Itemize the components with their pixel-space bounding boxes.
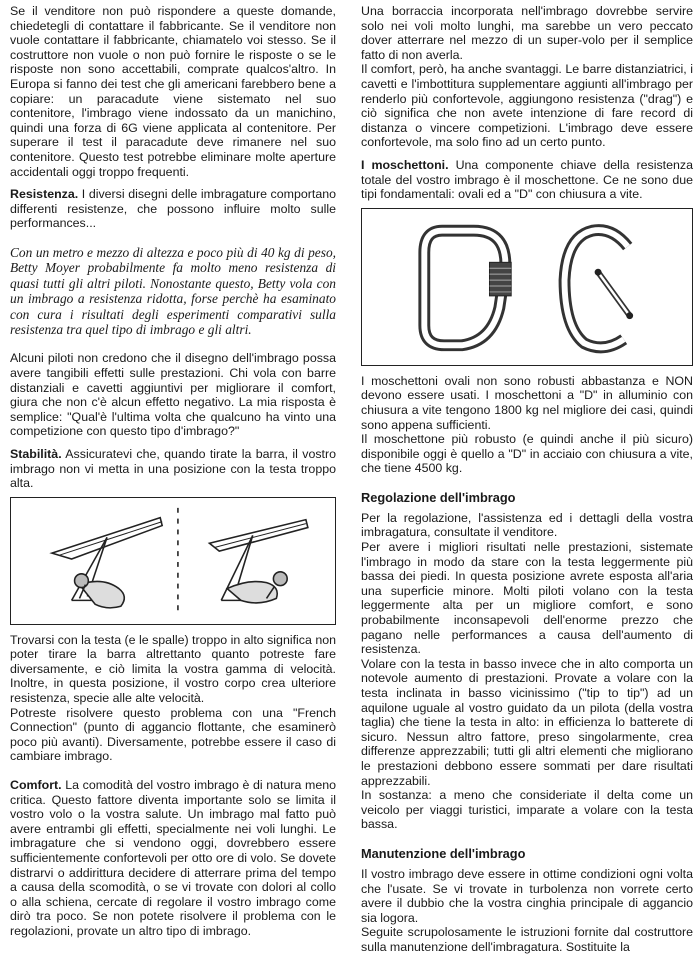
heading-moschettoni: I moschettoni. (361, 157, 449, 172)
heading-regolazione: Regolazione dell'imbrago (361, 489, 516, 505)
paragraph-moschettoni (361, 158, 693, 202)
paragraph-borraccia: Una borraccia incorporata nell'imbrago dovrebbe servire solo nei voli molto lunghi, ma sarebbe un vero peccato dover atterrare nel mezzo di un super-volo per il semplice fatto di non averla. (361, 4, 693, 62)
right-column (361, 4, 693, 955)
figure-head-position (10, 497, 336, 625)
glider-head-low (209, 519, 307, 602)
text-stabilita: Assicuratevi che, quando tirate la barra, il vostro imbrago non vi metta in una posizione con la testa troppo alta. (10, 446, 336, 491)
paragraph-resistenza (10, 187, 336, 231)
text-comfort: La comodità del vostro imbrago è di natura meno critica. Questo fattore diventa importante solo se limita il vostro volo o la vostra salute. Un imbrago mal fatto può avere entrambi gli effetti, specialmente nei voli lunghi. Le imbragature che si vendono oggi, dovrebbero essere sufficientemente confortevoli per otto ore di volo. Se dovete distrarvi o addirittura decidere di atterrare prima del tempo a causa della scomodità, o se vi trovate con dolori al collo o alla schiena, cercate di regolare il vostro imbrago come dirò tra poco. Se non potete risolvere il problema con le regolazioni, provate un altro tipo di imbrago. (10, 778, 336, 938)
paragraph-svantaggi-comfort: Il comfort, però, ha anche svantaggi. Le barre distanziatrici, i cavetti e l'imbottitura supplementare aggiunti all'imbrago per renderlo più confortevole, aggiungono resistenza ("drag") e ciò significa che non avete intenzione di fare record di distanza o vincere competizioni. L'imbrago deve essere confortevole, ma solo fino ad un certo punto. (361, 62, 693, 150)
paragraph-moschettoni-ovali: I moschettoni ovali non sono robusti abbastanza e NON devono essere usati. I moschettoni a "D" in alluminio con chiusura a vite tengono 1800 kg nel migliore dei casi, quindi sono appena sufficienti. (361, 373, 693, 432)
paragraph-regolazione-1: Per la regolazione, l'assistenza ed i dettagli della vostra imbragatura, consultate il venditore. (361, 510, 693, 540)
paragraph-test-europei: Se il venditore non può rispondere a queste domande, chiedetegli di contattare il fabbricante. Se il venditore non vuole contattare il fabbricante, chiamatelo voi stesso. Se il costruttore non vuole o non può fornire le risposte o se le risposte non sono accettabili, comprate qualcos'altro. In Europa si fanno dei test che gli americani farebbero bene a copiare: un paracadute viene sistemato nel suo contenitore, l'imbrago viene indossato da un manichino, quindi una forza di 6G viene applicata al contenitore. Per superare il test il paracadute deve rimanere nel suo contenitore. Questo test potrebbe eliminare molte aperture accidentali oggi troppo frequenti. (10, 4, 336, 179)
paragraph-manutenzione-1: Il vostro imbrago deve essere in ottime condizioni ogni volta che l'usate. Se vi trovate in turbolenza non vorrete certo avere il dubbio che la vostra cinghia principale di aggancio sia logora. (361, 866, 693, 925)
paragraph-stabilita (10, 447, 336, 491)
heading-comfort: Comfort. (10, 778, 62, 793)
left-column (10, 4, 336, 939)
paragraph-regolazione-4: In sostanza: a meno che consideriate il delta come un veicolo per viaggi turistici, imparate a volare con la testa bassa. (361, 788, 693, 832)
paragraph-regolazione-2: Per avere i migliori risultati nelle prestazioni, sistemate l'imbrago in modo da stare con la testa leggermente più bassa dei piedi. In questa posizione avrete esposta all'aria una superficie minore. Molti piloti volano con la testa leggermente alta per un migliore comfort, e sono probabilmente inconsapevoli dell'enorme prezzo che pagano nelle performances a causa dell'aumento di resistenza. (361, 540, 693, 657)
paragraph-moschettone-acciaio: Il moschettone più robusto (e quindi anche il più sicuro) disponibile oggi è quello a "D" in acciaio con chiusura a vite, che tiene 4500 kg. (361, 432, 693, 476)
paragraph-disegno-imbrago: Alcuni piloti non credono che il disegno dell'imbrago possa avere tangibili effetti sulle prestazioni. Chi vola con barre distanziali e cavetti aggiuntivi per migliorare il comfort, giura che non c'è alcun effetto negativo. La mia risposta è semplice: "Qual'è l'ultima volta che qualcuno ha vinto una competizione con questo tipo d'imbrago?" (10, 351, 336, 439)
heading-manutenzione: Manutenzione dell'imbrago (361, 845, 526, 861)
carabiner-illustration (362, 209, 692, 365)
paragraph-comfort (10, 778, 336, 939)
quote-betty-moyer: Con un metro e mezzo di altezza e poco più di 40 kg di peso, Betty Moyer probabilmente fa molto meno resistenza di quasi tutti gli altri piloti. Nonostante questo, Betty vola con un imbrago a resistenza ridotta, forse perchè ha esaminato con cura i risultati degli esperimenti comparativi sulla resistenza tra quel tipo di imbrago e gli altri. (10, 244, 336, 337)
d-carabiner-icon (424, 230, 511, 345)
heading-stabilita: Stabilità. (10, 446, 62, 461)
figure-carabiners (361, 208, 693, 366)
oval-carabiner-icon (565, 230, 633, 347)
text-resistenza: I diversi disegni delle imbragature comportano differenti resistenze, che possono influire molto sulle performances... (10, 187, 336, 231)
text-moschettoni: Una componente chiave della resistenza totale del vostro imbrago è il moschettone. Ce ne sono due tipi fondamentali: ovali ed a "D" con chiusura a vite. (361, 157, 693, 202)
heading-resistenza: Resistenza. (10, 187, 79, 202)
paragraph-regolazione-3: Volare con la testa in basso invece che in alto comporta un notevole aumento di prestazioni. Provate a volare con la testa inclinata in basso vicinissimo ("tip to tip") ad un aquilone uguale al vostro guidato da un pilota (della vostra taglia) che tiene la testa in alto: in efficienza lo batterete di sicuro. Nessun altro fattore, preso singolarmente, crea differenze apprezzabili; tutti gli altri elementi che migliorano le prestazioni debbono essere sommati per dare risultati apprezzabili. (361, 656, 693, 788)
hang-glider-illustration (11, 498, 335, 624)
glider-head-high (52, 517, 162, 607)
paragraph-manutenzione-2: Seguite scrupolosamente le istruzioni fornite dal costruttore sulla manutenzione dell'imbragatura. Sostituite la (361, 925, 693, 954)
paragraph-testa-alta: Trovarsi con la testa (e le spalle) troppo in alto significa non poter tirare la barra altrettanto quanto potreste fare diversamente, e ciò limita la vostra gamma di velocità. Inoltre, in questa posizione, il vostro corpo crea ulteriore resistenza, specie alle alte velocità. (10, 632, 336, 706)
paragraph-french-connection: Potreste risolvere questo problema con una "French Connection" (punto di aggancio flottante, che esaminerò poco più avanti). Diversamente, potrebbe essere il caso di cambiare imbrago. (10, 705, 336, 764)
